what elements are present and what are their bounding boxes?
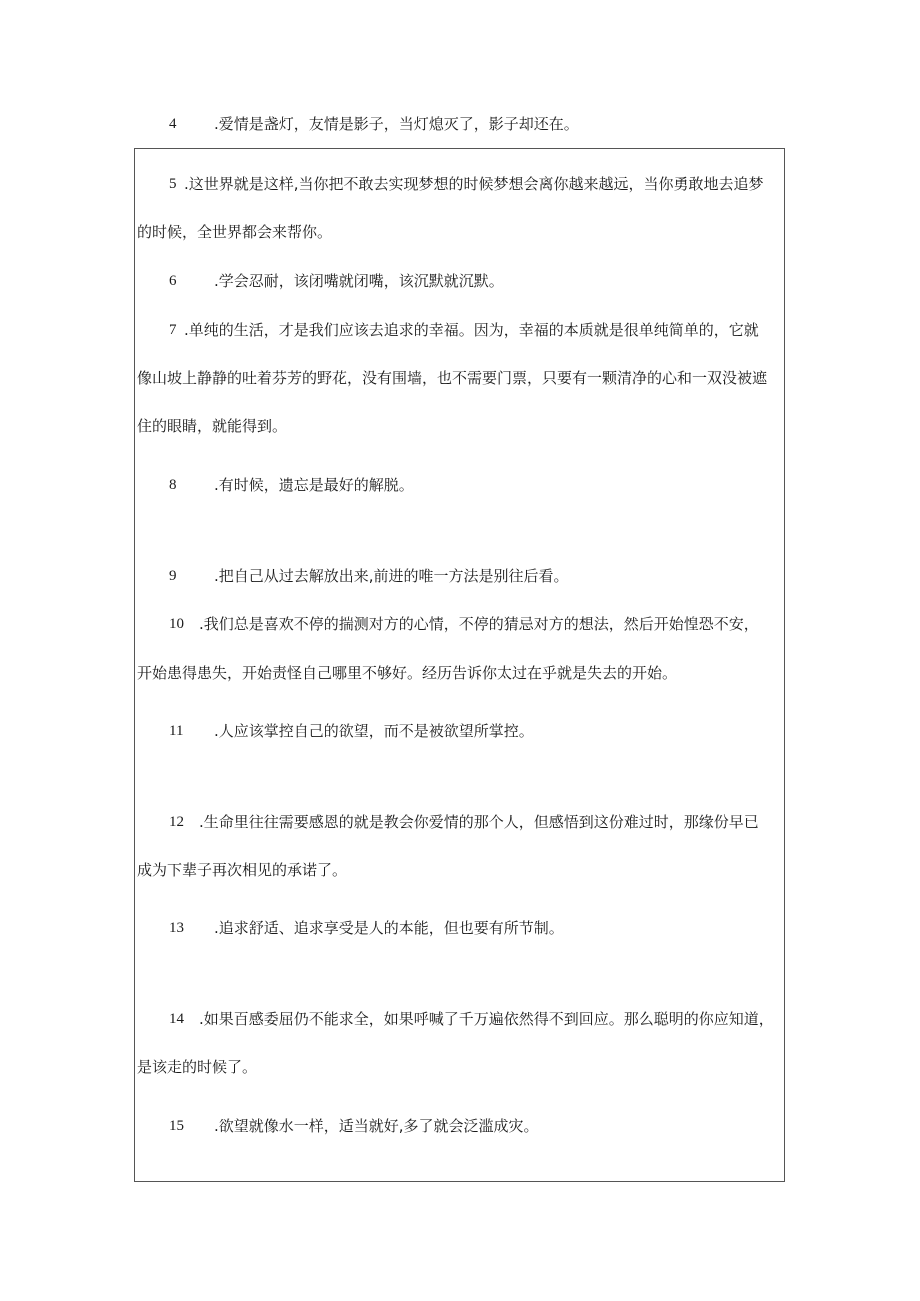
item-text-continuation: 像山坡上静静的吐着芬芳的野花，没有围墙，也不需要门票，只要有一颗清净的心和一双没被遮 <box>137 369 768 387</box>
item-text: .学会忍耐，该闭嘴就闭嘴，该沉默就沉默。 <box>214 272 504 290</box>
item-text-continuation: 开始患得患失，开始责怪自己哪里不够好。经历告诉你太过在乎就是失去的开始。 <box>137 664 678 682</box>
item-text: .生命里往往需要感恩的就是教会你爱情的那个人，但感悟到这份难过时，那缘份早已 <box>199 813 759 831</box>
item-text: .把自己从过去解放出来,前进的唯一方法是别往后看。 <box>214 567 569 585</box>
item-text: .爱情是盏灯，友情是影子，当灯熄灭了，影子却还在。 <box>214 115 579 133</box>
item-text: .欲望就像水一样，适当就好,多了就会泛滥成灾。 <box>214 1117 539 1135</box>
item-number: 8 <box>169 477 177 493</box>
item-number: 14 <box>169 1011 184 1027</box>
item-text-continuation: 成为下辈子再次相见的承诺了。 <box>137 861 348 879</box>
item-number: 9 <box>169 568 177 584</box>
item-number: 11 <box>169 723 184 739</box>
item-number: 10 <box>169 616 184 632</box>
item-text: .如果百感委屈仍不能求全，如果呼喊了千万遍依然得不到回应。那么聪明的你应知道， <box>199 1010 774 1028</box>
item-text-continuation: 是该走的时候了。 <box>137 1058 258 1076</box>
item-number: 13 <box>169 920 184 936</box>
item-text: .有时候，遗忘是最好的解脱。 <box>214 476 414 494</box>
item-text: .追求舒适、追求享受是人的本能，但也要有所节制。 <box>214 919 564 937</box>
item-number: 15 <box>169 1118 184 1134</box>
item-text-continuation: 住的眼睛，就能得到。 <box>137 417 288 435</box>
item-text: .我们总是喜欢不停的揣测对方的心情，不停的猜忌对方的想法，然后开始惶恐不安， <box>199 615 759 633</box>
item-text: .人应该掌控自己的欲望，而不是被欲望所掌控。 <box>214 722 534 740</box>
item-text-continuation: 的时候，全世界都会来帮你。 <box>137 223 333 241</box>
item-number: 5 <box>169 176 177 192</box>
item-text: .单纯的生活，才是我们应该去追求的幸福。因为，幸福的本质就是很单纯简单的，它就 <box>184 321 759 339</box>
item-number: 7 <box>169 322 177 338</box>
item-number: 12 <box>169 814 184 830</box>
item-text: .这世界就是这样,当你把不敢去实现梦想的时候梦想会离你越来越远，当你勇敢地去追梦 <box>184 175 764 193</box>
item-number: 4 <box>169 116 177 132</box>
item-number: 6 <box>169 273 177 289</box>
